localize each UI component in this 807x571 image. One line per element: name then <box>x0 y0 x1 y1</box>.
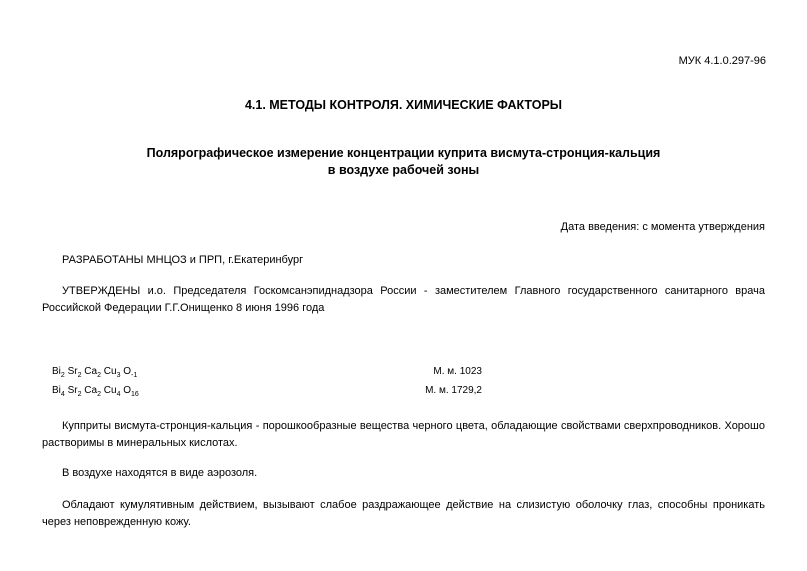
element-symbol: Ca <box>84 366 98 377</box>
molecular-mass: М. м. 1023 <box>433 366 482 377</box>
element-symbol: Bi <box>52 366 61 377</box>
chemical-formula <box>52 384 139 402</box>
chemical-formula <box>52 365 137 383</box>
developed-by-paragraph: РАЗРАБОТАНЫ МНЦОЗ и ПРП, г.Екатеринбург <box>62 254 304 266</box>
document-title-line-1: Полярографическое измерение концентрации куприта висмута-стронция-кальция <box>146 146 661 160</box>
element-symbol: Ca <box>84 385 98 396</box>
element-subscript: 2 <box>60 372 65 379</box>
element-subscript: 2 <box>97 372 101 379</box>
molecular-mass: М. м. 1729,2 <box>425 385 482 396</box>
element-subscript: -1 <box>131 372 138 379</box>
element-subscript: 2 <box>97 391 101 398</box>
element-subscript: 2 <box>77 391 82 398</box>
element-symbol: Cu <box>103 366 117 377</box>
introduction-date: Дата введения: с момента утверждения <box>560 221 765 233</box>
description-paragraph: Купприты висмута-стронция-кальция - порошкообразные вещества черного цвета, обладающие свойствами сверхпроводников. Хорошо растворимы в минеральных кислотах. <box>42 420 765 449</box>
element-symbol: Sr <box>67 385 78 396</box>
element-subscript: 2 <box>77 372 82 379</box>
document-number: МУК 4.1.0.297-96 <box>678 55 766 67</box>
document-title-line-2: в воздухе рабочей зоны <box>327 163 480 177</box>
effect-paragraph: Обладают кумулятивным действием, вызывают слабое раздражающее действие на слизистую оболочку глаз, способны проникать через неповрежденную кожу. <box>42 499 765 528</box>
element-symbol: Cu <box>103 385 117 396</box>
element-subscript: 4 <box>60 391 65 398</box>
element-subscript: 16 <box>131 391 139 398</box>
element-symbol: Bi <box>52 385 61 396</box>
element-symbol: O <box>123 385 132 396</box>
element-symbol: O <box>123 366 132 377</box>
approved-by-paragraph: УТВЕРЖДЕНЫ и.о. Председателя Госкомсанэпиднадзора России - заместителем Главного государственного санитарного врача Российской Федерации Г.Г.Онищенко 8 июня 1996 года <box>42 285 765 314</box>
section-title: 4.1. МЕТОДЫ КОНТРОЛЯ. ХИМИЧЕСКИЕ ФАКТОРЫ <box>244 98 563 112</box>
element-subscript: 3 <box>116 372 121 379</box>
document-title <box>0 145 807 179</box>
element-subscript: 4 <box>116 391 121 398</box>
aerosol-paragraph: В воздухе находятся в виде аэрозоля. <box>62 467 258 479</box>
element-symbol: Sr <box>67 366 78 377</box>
